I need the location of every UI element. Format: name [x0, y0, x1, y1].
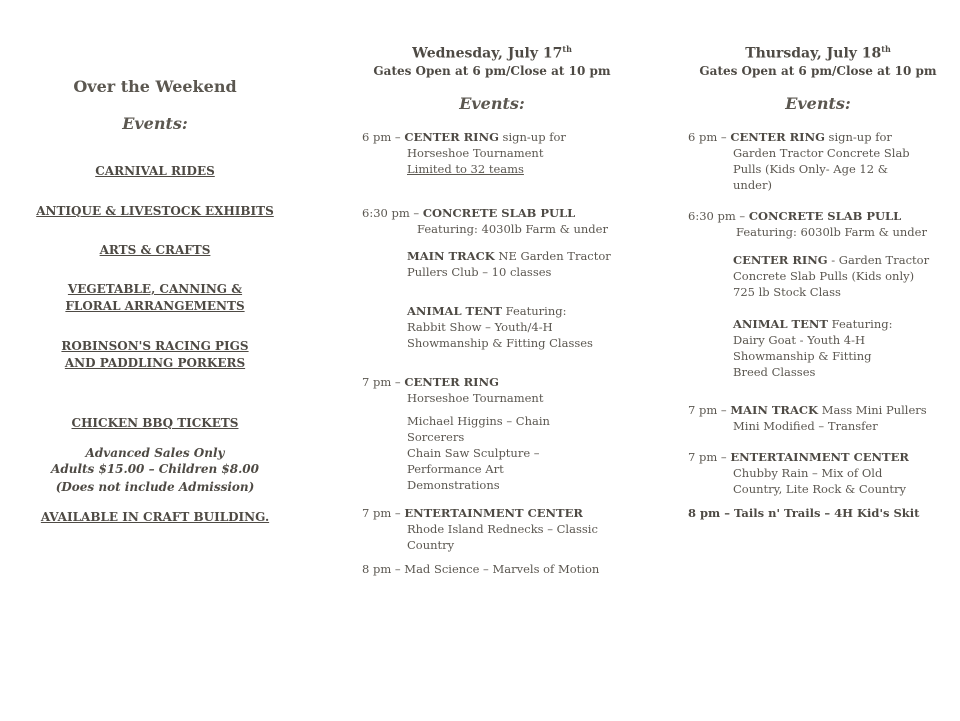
wed-event-chainsaw: Michael Higgins – Chain Sorcerers Chain Saw Sculpture – Performance Art Demonstrations	[407, 414, 550, 492]
weekend-item-carnival: CARNIVAL RIDES	[95, 164, 215, 178]
weekend-item-vegetable: VEGETABLE, CANNING & FLORAL ARRANGEMENTS	[65, 282, 245, 313]
thu-event-signup: 6 pm – CENTER RING sign-up for Garden Tractor Concrete Slab Pulls (Kids Only- Age 12 & under)	[688, 130, 910, 192]
wed-event-mad-science: 8 pm – Mad Science – Marvels of Motion	[362, 562, 600, 576]
wednesday-header	[362, 44, 622, 78]
wed-event-main-track: MAIN TRACK NE Garden Tractor Pullers Club – 10 classes	[407, 249, 611, 279]
wed-event-animal-tent: ANIMAL TENT Featuring: Rabbit Show – Youth/4-H Showmanship & Fitting Classes	[407, 304, 593, 350]
thu-event-main-track: 7 pm – MAIN TRACK Mass Mini Pullers Mini Modified – Transfer	[688, 403, 927, 433]
weekend-available: AVAILABLE IN CRAFT BUILDING.	[40, 510, 270, 524]
thu-event-animal-tent: ANIMAL TENT Featuring: Dairy Goat - Youth 4-H Showmanship & Fitting Breed Classes	[733, 317, 893, 379]
thu-event-entertainment: 7 pm – ENTERTAINMENT CENTER Chubby Rain – Mix of Old Country, Lite Rock & Country	[688, 450, 909, 496]
wednesday-title: Wednesday, July 17th	[412, 44, 572, 62]
wednesday-events-label: Events:	[459, 94, 525, 113]
weekend-title: Over the Weekend	[73, 77, 237, 96]
thursday-events-label: Events:	[785, 94, 851, 113]
wed-event-entertainment: 7 pm – ENTERTAINMENT CENTER Rhode Island Rednecks – Classic Country	[362, 506, 598, 552]
weekend-events-label: Events:	[122, 114, 188, 133]
wed-event-slab-pull: 6:30 pm – CONCRETE SLAB PULL Featuring: 4030lb Farm & under	[362, 206, 608, 236]
bbq-sales: Advanced Sales Only	[85, 446, 225, 460]
wed-event-horseshoe: 7 pm – CENTER RING Horseshoe Tournament	[362, 375, 544, 405]
bbq-prices: Adults $15.00 – Children $8.00	[51, 462, 259, 476]
weekend-item-bbq: CHICKEN BBQ TICKETS	[71, 416, 239, 430]
thursday-title: Thursday, July 18th	[745, 44, 891, 62]
thu-event-center-ring: CENTER RING - Garden Tractor Concrete Slab Pulls (Kids only) 725 lb Stock Class	[733, 253, 930, 299]
weekend-item-antique: ANTIQUE & LIVESTOCK EXHIBITS	[36, 204, 274, 218]
wednesday-gates: Gates Open at 6 pm/Close at 10 pm	[373, 63, 611, 78]
thu-event-skit: 8 pm – Tails n' Trails – 4H Kid's Skit	[688, 506, 920, 520]
weekend-item-arts: ARTS & CRAFTS	[99, 243, 211, 257]
weekend-item-pigs: ROBINSON'S RACING PIGS AND PADDLING PORKERS	[61, 339, 249, 370]
wed-event-signup: 6 pm – CENTER RING sign-up for Horseshoe Tournament Limited to 32 teams	[362, 130, 566, 176]
thursday-gates: Gates Open at 6 pm/Close at 10 pm	[699, 63, 937, 78]
thursday-header	[688, 44, 948, 78]
bbq-note: (Does not include Admission)	[55, 480, 255, 494]
thu-event-slab-pull: 6:30 pm – CONCRETE SLAB PULL Featuring: 6030lb Farm & under	[688, 209, 927, 239]
